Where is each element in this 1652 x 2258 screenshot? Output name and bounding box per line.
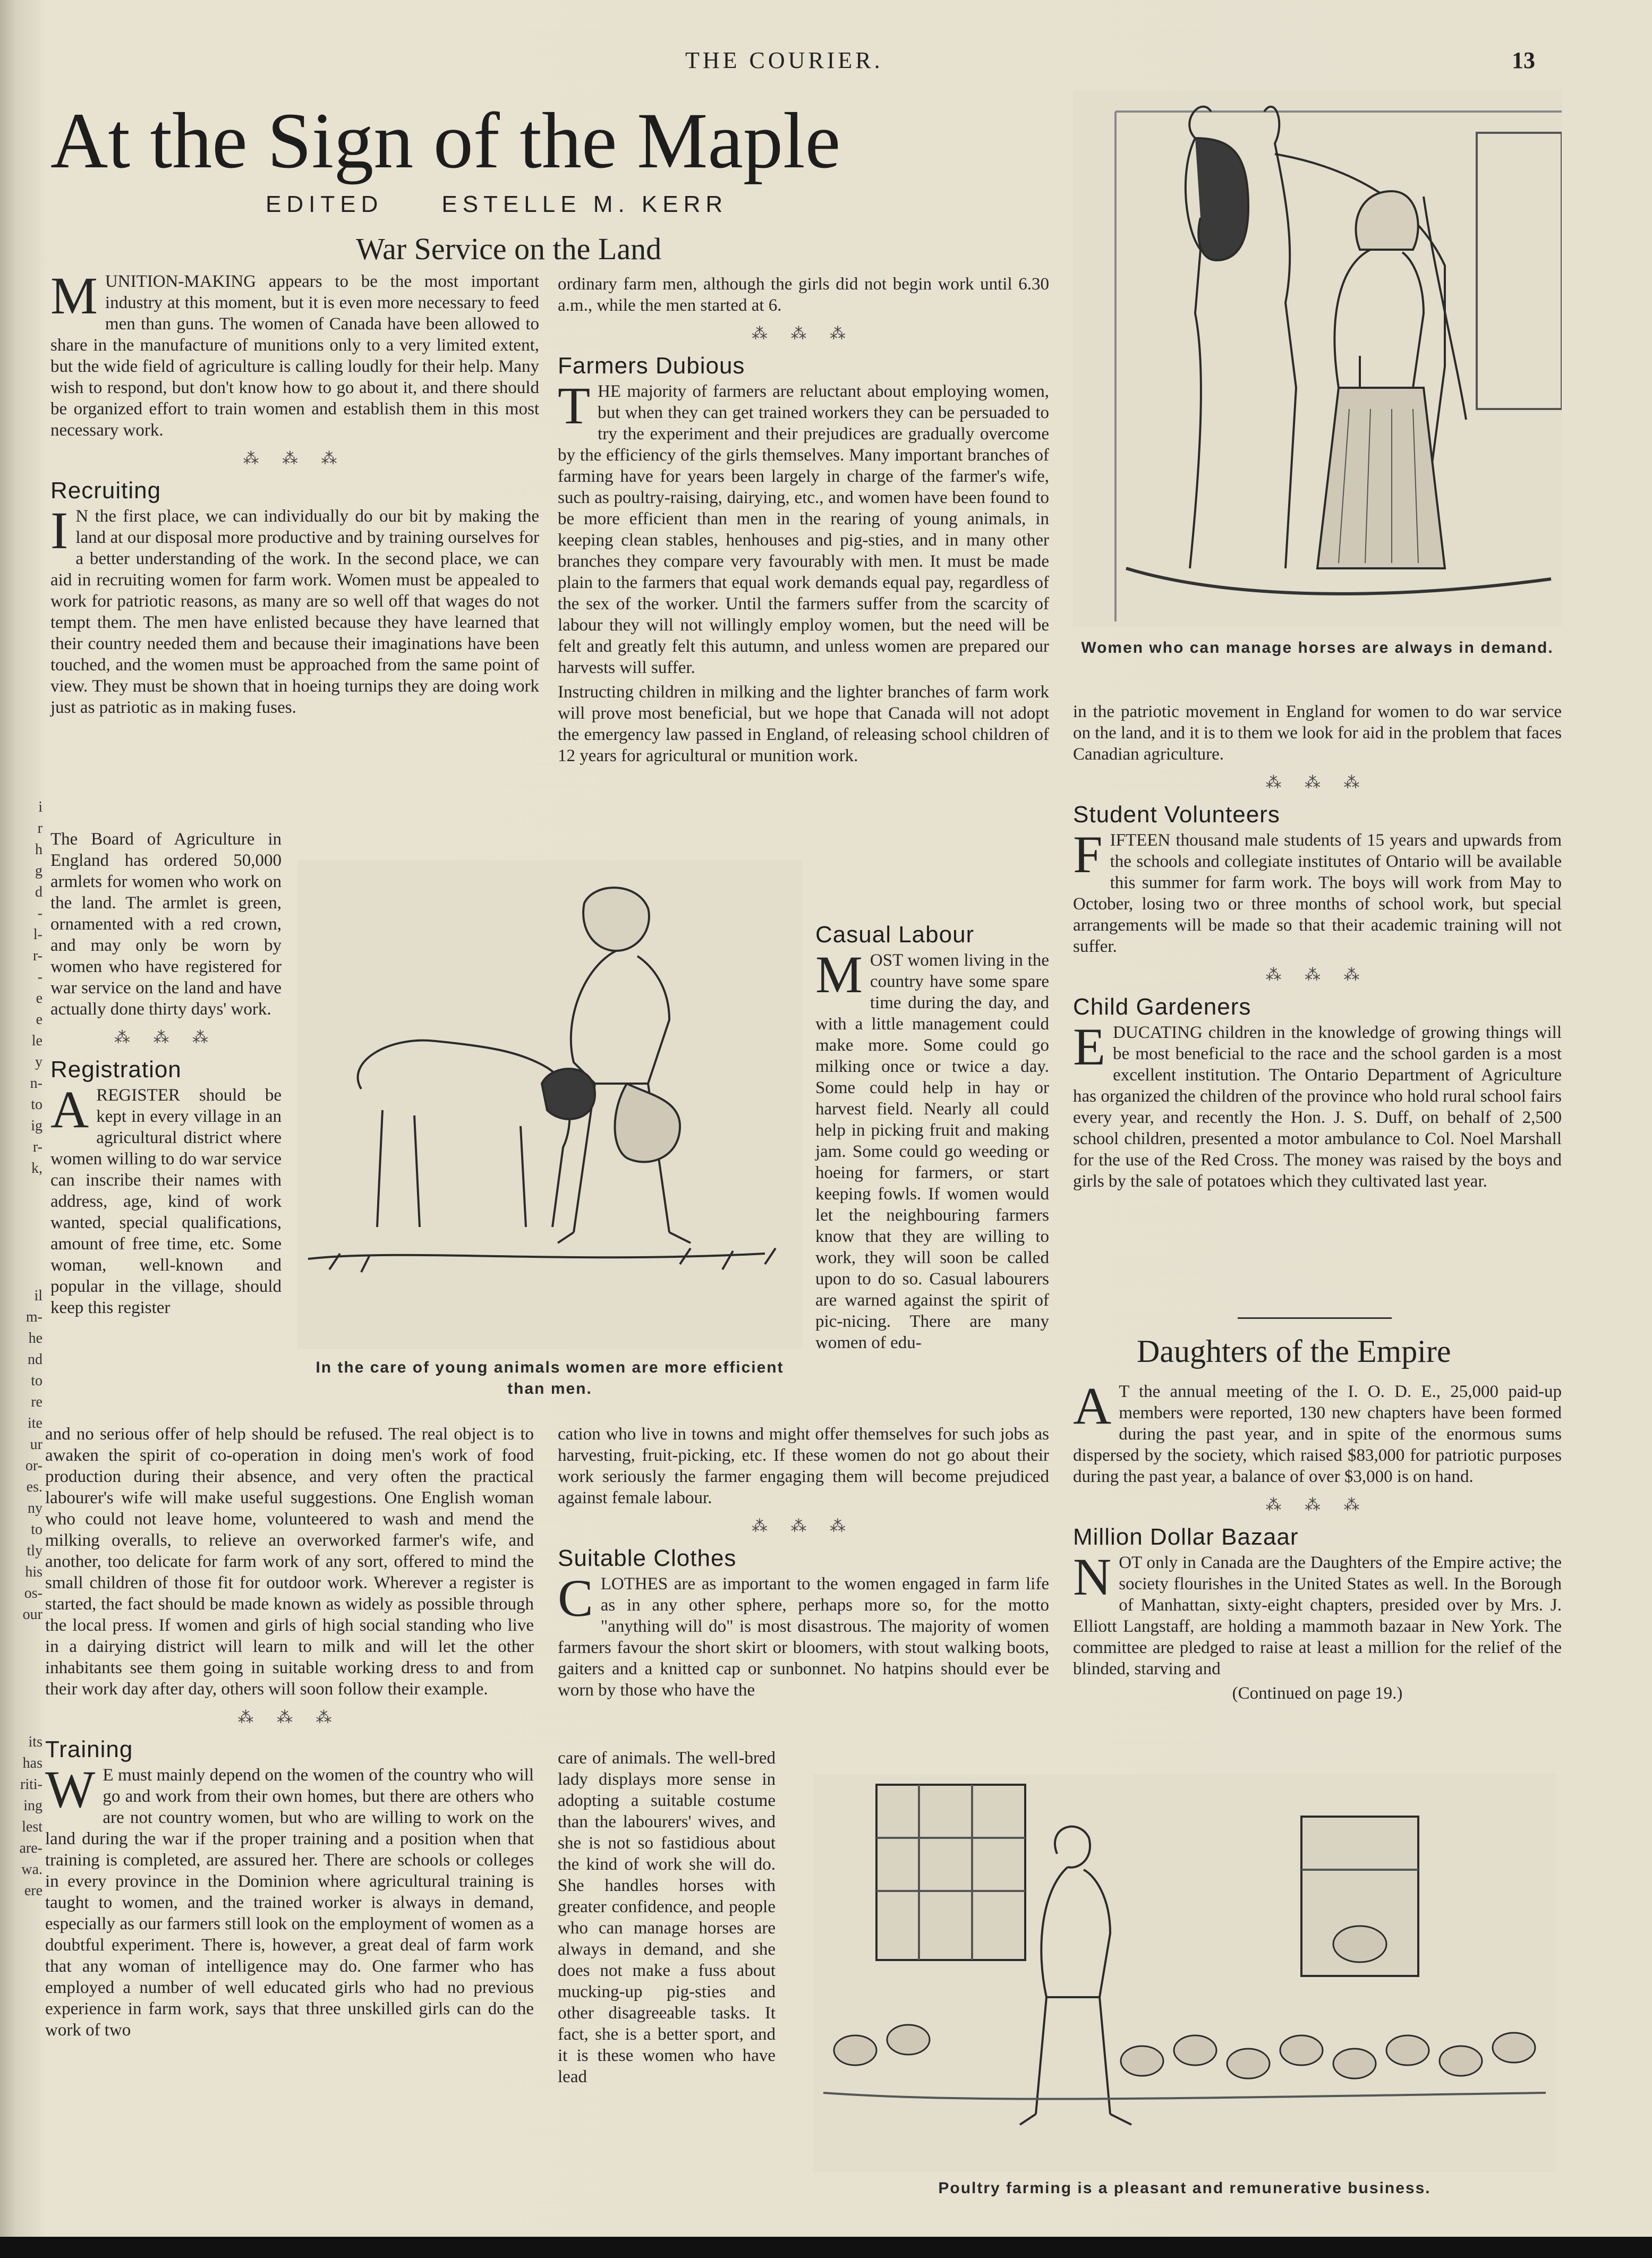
separator: ⁂ ⁂ ⁂ <box>114 1029 218 1046</box>
column-1-top <box>50 266 539 721</box>
binding-fragment: y <box>35 1054 42 1070</box>
binding-fragment: nd <box>28 1351 42 1368</box>
binding-fragment: to <box>31 1373 42 1389</box>
running-title: THE COURIER. <box>685 47 883 73</box>
binding-fragment: tly <box>27 1543 42 1559</box>
training-paragraph: W E must mainly depend on the women of the country who will go and work from their own homes, but there are others who are not country women, but who are willing to work on the land during the war if the proper training and a position when that training is completed, are assured her. There are schools or colleges in every province in the Dominion where agricultural training is taught to women, and the trained worker is always in demand, especially as our farmers still look on the employment of women as a doubtful experiment. There is, however, a great deal of farm work that any woman of intelligence may do. One farmer who has employed a number of well educated girls who had no previous experience in farm work, says that three unskilled girls can do the work of two <box>45 1760 534 2040</box>
binding-fragment: le <box>31 1033 42 1049</box>
binding-fragment: ny <box>28 1500 42 1516</box>
editor-name: ESTELLE M. KERR <box>441 191 728 217</box>
col3-top-paragraph: in the patriotic movement in England for women to do war service on the land, and it is to them we look for aid in the problem that faces Canadian agriculture. <box>1073 702 1562 764</box>
caption-poultry: Poultry farming is a pleasant and remunerative business. <box>938 2179 1431 2197</box>
dropcap: M <box>815 945 863 1004</box>
heading-farmers-dubious: Farmers Dubious <box>558 353 745 379</box>
clothes-continued: care of animals. The well-bred lady displays more sense in adopting a suitable costume than the labourers' wives, and she is not so fastidious about the kind of work she will do. She handles horses with greater confidence, and people who can manage horses are always in demand, and she does not make a fuss about mucking-up pig-sties and other disagreeable tasks. It fact, she is a better sport, and it is these women who have lead <box>558 1749 776 2086</box>
heading-recruiting: Recruiting <box>50 478 161 504</box>
caption-young-animals: In the care of young animals women are more efficient than men. <box>316 1359 784 1398</box>
registration-continued: and no serious offer of help should be refused. The real object is to awaken the spirit of co-operation in doing men's work of food production during their absence, and very often the practical labourer's wife will make useful suggestions. One English woman who could not leave home, volunteered to wash and mend the milking overalls, to relieve an overworked farmer's wife, and another, too delicate for farm work of any sort, offered to mind the small children of those fit for outdoor work. Wherever a register is started, the fact should be made known as widely as possible through the local press. If women and girls of high social standing who live in a dairying district will learn to milk and will let the other inhabitants see them going in suitable working dress to and from their work day after day, others will soon follow their example. <box>45 1425 534 1699</box>
binding-fragment: - <box>37 969 42 985</box>
instructing-paragraph: Instructing children in milking and the lighter branches of farm work will prove most beneficial, but we hope that Canada will not adopt the emergency law passed in England, of releasing school children of 12 years for agricultural or munition work. <box>558 683 1049 765</box>
column-3-lower <box>1073 1376 1562 1707</box>
binding-fragment: il <box>34 1288 42 1304</box>
casual-continued: cation who live in towns and might offer themselves for such jobs as harvesting, fruit-picking, etc. If these women do not go about their work seriously the farmer engaging them will become prejudiced against female labour. <box>558 1425 1049 1507</box>
dropcap: C <box>558 1569 593 1628</box>
edited-label: EDITED <box>266 191 384 217</box>
binding-fragment: lest <box>22 1819 42 1835</box>
heading-training: Training <box>45 1736 133 1762</box>
dropcap: T <box>558 376 591 435</box>
bazaar-paragraph: NOT only in Canada are the Daughters of the Empire active; the society flourishes in the United States as well. In the Borough of Manhattan, sixty-eight chapters, presided over by Mrs. J. Elliott Langstaff, are holding a mammoth bazaar in New York. The committee are pledged to raise at least a million for the relief of the blinded, starving and <box>1073 1547 1562 1678</box>
daughters-paragraph: A T the annual meeting of the I. O. D. E., 25,000 paid-up members were reported, 130 new chapters have been formed during the past year, and in spite of the enormous sums dispersed by the society, which raised $83,000 for patriotic purposes during the past year, a balance of over $3,000 is on hand. <box>1073 1376 1562 1486</box>
dropcap: N <box>1073 1547 1112 1606</box>
binding-fragment: are- <box>19 1840 42 1856</box>
binding-fragment: wa. <box>21 1861 42 1878</box>
separator: ⁂ ⁂ ⁂ <box>752 325 855 343</box>
clothes-paragraph: CLOTHES are as important to the women engaged in farm life as in any other sphere, perhaps more so, for the motto "anything will do" is most disastrous. The majority of women farmers favour the short skirt or bloomers, with stout walking boots, gaiters and a knitted cap or sunbonnet. No hatpins should ever be worn by those who have the <box>558 1569 1049 1700</box>
column-2-narrow <box>815 914 1049 1357</box>
column-2-mid <box>558 1424 1049 1704</box>
farmers-paragraph: THE majority of farmers are reluctant about employing women, but when they can get trained workers they can be persuaded to try the experiment and their prejudices are gradually overcome by the efficiency of the girls themselves. Many important branches of farming have for years been largely in charge of the farmer's wife, such as poultry-raising, dairying, etc., and women have been found to be more efficient than men in the rearing of young animals, in keeping clean stables, henhouses and pig-sties, and in many other branches they compare very favourably with men. It must be made plain to the farmers that equal work demands equal pay, regardless of the sex of the worker. Until the farmers suffer from the scarcity of labour they will not willingly employ women, but the need will be felt and greatly felt this autumn, and unless women are prepared our harvests will suffer. <box>558 376 1049 677</box>
heading-million-dollar-bazaar: Million Dollar Bazaar <box>1073 1524 1299 1550</box>
binding-fragment: he <box>28 1330 42 1347</box>
binding-fragment: d <box>35 884 42 900</box>
separator: ⁂ ⁂ ⁂ <box>1265 966 1369 984</box>
column-rule <box>1238 1317 1392 1319</box>
dropcap: M <box>50 266 98 325</box>
binding-fragment: his <box>25 1564 42 1580</box>
child-paragraph: EDUCATING children in the knowledge of growing things will be most beneficial to the race and the school garden is a most excellent institution. The Ontario Department of Agriculture has organized the children of the province who hold rural school fairs every year, and recently the Hon. J. S. Duff, on behalf of 2,500 school children, presented a motor ambulance to Col. Noel Marshall for the use of the Red Cross. The money was raised by the boys and girls by the sale of potatoes which they cultivated last year. <box>1073 1017 1562 1191</box>
binding-fragment: k, <box>31 1160 42 1177</box>
binding-fragment: our <box>22 1606 42 1623</box>
separator: ⁂ ⁂ ⁂ <box>1265 774 1369 791</box>
casual-paragraph: MOST women living in the country have some spare time during the day, and with a little management could make more. Some could go milking once or twice a day. Some could help in hay or harvest field. Nearly all could help in picking fruit and making jam. Some could go weeding or hoeing for farmers, or start keeping fowls. If women would let the neighbouring farmers know that they are willing to work, they will soon be called upon to do so. Casual labourers are warned against the spirit of pic-nicing. There are many women of edu- <box>815 945 1049 1352</box>
heading-registration: Registration <box>50 1056 182 1083</box>
page-header <box>0 47 1652 73</box>
page-number: 13 <box>1512 47 1535 73</box>
heading-casual-labour: Casual Labour <box>815 922 975 948</box>
binding-fragment: riti- <box>20 1776 42 1793</box>
caption-horses: Women who can manage horses are always in demand. <box>1081 639 1554 657</box>
column-1-narrow <box>50 829 282 1322</box>
binding-edge <box>0 0 48 2258</box>
binding-fragment: to <box>31 1096 42 1113</box>
illustration-horse <box>1073 90 1562 627</box>
separator: ⁂ ⁂ ⁂ <box>237 1709 342 1726</box>
binding-fragment: e <box>36 1011 42 1028</box>
dropcap: I <box>50 501 69 560</box>
heading-suitable-clothes: Suitable Clothes <box>558 1545 737 1571</box>
student-paragraph: FIFTEEN thousand male students of 15 years and upwards from the schools and collegiate institutes of Ontario will be available this summer for farm work. The boys will work from May to October, losing two or three months of school work, but special arrangements will be made so that their academic training will not suffer. <box>1073 825 1562 956</box>
board-paragraph: The Board of Agriculture in England has ordered 50,000 armlets for women who work on the land. The armlet is green, ornamented with a red crown, and may only be worn by women who have registered for war service on the land and have actually done thirty days' work. <box>50 830 282 1019</box>
masthead-title: At the Sign of the Maple <box>50 97 841 185</box>
binding-fragment: ur <box>30 1436 42 1453</box>
registration-paragraph: AREGISTER should be kept in every village in an agricultural district where women willing to do war service can inscribe their names with address, age, kind of work wanted, special qualifications, amount of free time, etc. Some woman, well-known and popular in the village, should keep this register <box>50 1080 282 1317</box>
column-2-top <box>558 274 1049 770</box>
binding-fragment: or- <box>25 1458 42 1474</box>
dropcap: A <box>1073 1376 1112 1435</box>
binding-fragment: os- <box>24 1585 42 1601</box>
binding-fragment: i <box>38 799 42 815</box>
heading-daughters-of-empire: Daughters of the Empire <box>1137 1334 1451 1369</box>
binding-fragment: r- <box>32 1139 42 1155</box>
binding-fragment: r- <box>32 948 42 964</box>
binding-fragment: has <box>22 1755 42 1771</box>
woman-feeding-calf-icon <box>297 860 802 1349</box>
binding-fragment: its <box>28 1734 42 1750</box>
illustration-poultry <box>813 1774 1556 2172</box>
column-2-narrow-bottom <box>558 1748 776 2091</box>
dropcap: F <box>1073 825 1103 884</box>
section-title: War Service on the Land <box>356 232 662 266</box>
binding-fragment: l- <box>33 926 42 943</box>
binding-fragment: - <box>37 905 42 922</box>
column-1-bottom <box>45 1424 534 2044</box>
col2-top-paragraph: ordinary farm men, although the girls did not begin work until 6.30 a.m., while the men started at 6. <box>558 275 1049 315</box>
binding-fragment: g <box>35 863 42 879</box>
binding-fragment: ig <box>31 1118 42 1134</box>
binding-fragment: ing <box>23 1797 42 1814</box>
footer-strip <box>0 2237 1652 2258</box>
woman-with-horse-icon <box>1073 90 1562 627</box>
dropcap: A <box>50 1080 89 1139</box>
separator: ⁂ ⁂ ⁂ <box>752 1518 855 1535</box>
recruiting-paragraph: I N the first place, we can individually do our bit by making the land at our disposal more productive and by training ourselves for a better understanding of the work. In the second place, we can aid in recruiting women for farm work. Women must be appealed to work for patriotic reasons, as many are so well off that wages do not tempt them. The men have enlisted because they have learned that their country needed them and because their imaginations have been touched, and the women must be approached from the same point of view. They must be shown that in hoeing turnips they are doing work just as patriotic as in making fuses. <box>50 501 539 717</box>
binding-fragment: to <box>31 1521 42 1538</box>
binding-fragment: es. <box>26 1479 42 1495</box>
dropcap: W <box>45 1760 96 1819</box>
continued-note: (Continued on page 19.) <box>1232 1684 1403 1703</box>
dropcap: E <box>1073 1017 1106 1076</box>
separator: ⁂ ⁂ ⁂ <box>1265 1496 1369 1514</box>
binding-fragment: re <box>31 1394 42 1410</box>
binding-fragment: m- <box>25 1309 42 1325</box>
heading-student-volunteers: Student Volunteers <box>1073 802 1280 828</box>
heading-child-gardeners: Child Gardeners <box>1073 994 1251 1020</box>
binding-fragment: ere <box>24 1882 42 1899</box>
illustration-young-animals <box>297 860 802 1349</box>
binding-fragment: e <box>36 990 42 1007</box>
poultry-farm-icon <box>813 1774 1556 2172</box>
column-3 <box>1073 701 1562 1195</box>
binding-fragment: n- <box>30 1075 42 1092</box>
binding-fragment: ite <box>28 1415 42 1432</box>
separator: ⁂ ⁂ ⁂ <box>243 450 347 467</box>
editor-line <box>266 191 903 218</box>
binding-fragment: r <box>37 820 42 837</box>
binding-fragment: h <box>35 841 42 858</box>
intro-paragraph: MUNITION-MAKING appears to be the most important industry at this moment, but it is even more necessary to feed men than guns. The women of Canada have been allowed to share in the manufacture of munitions only to a very limited extent, but the wide field of agriculture is calling loudly for their help. Many wish to respond, but don't know how to go about it, and there should be organized effort to train women and establish them in this most necessary work. <box>50 266 539 440</box>
